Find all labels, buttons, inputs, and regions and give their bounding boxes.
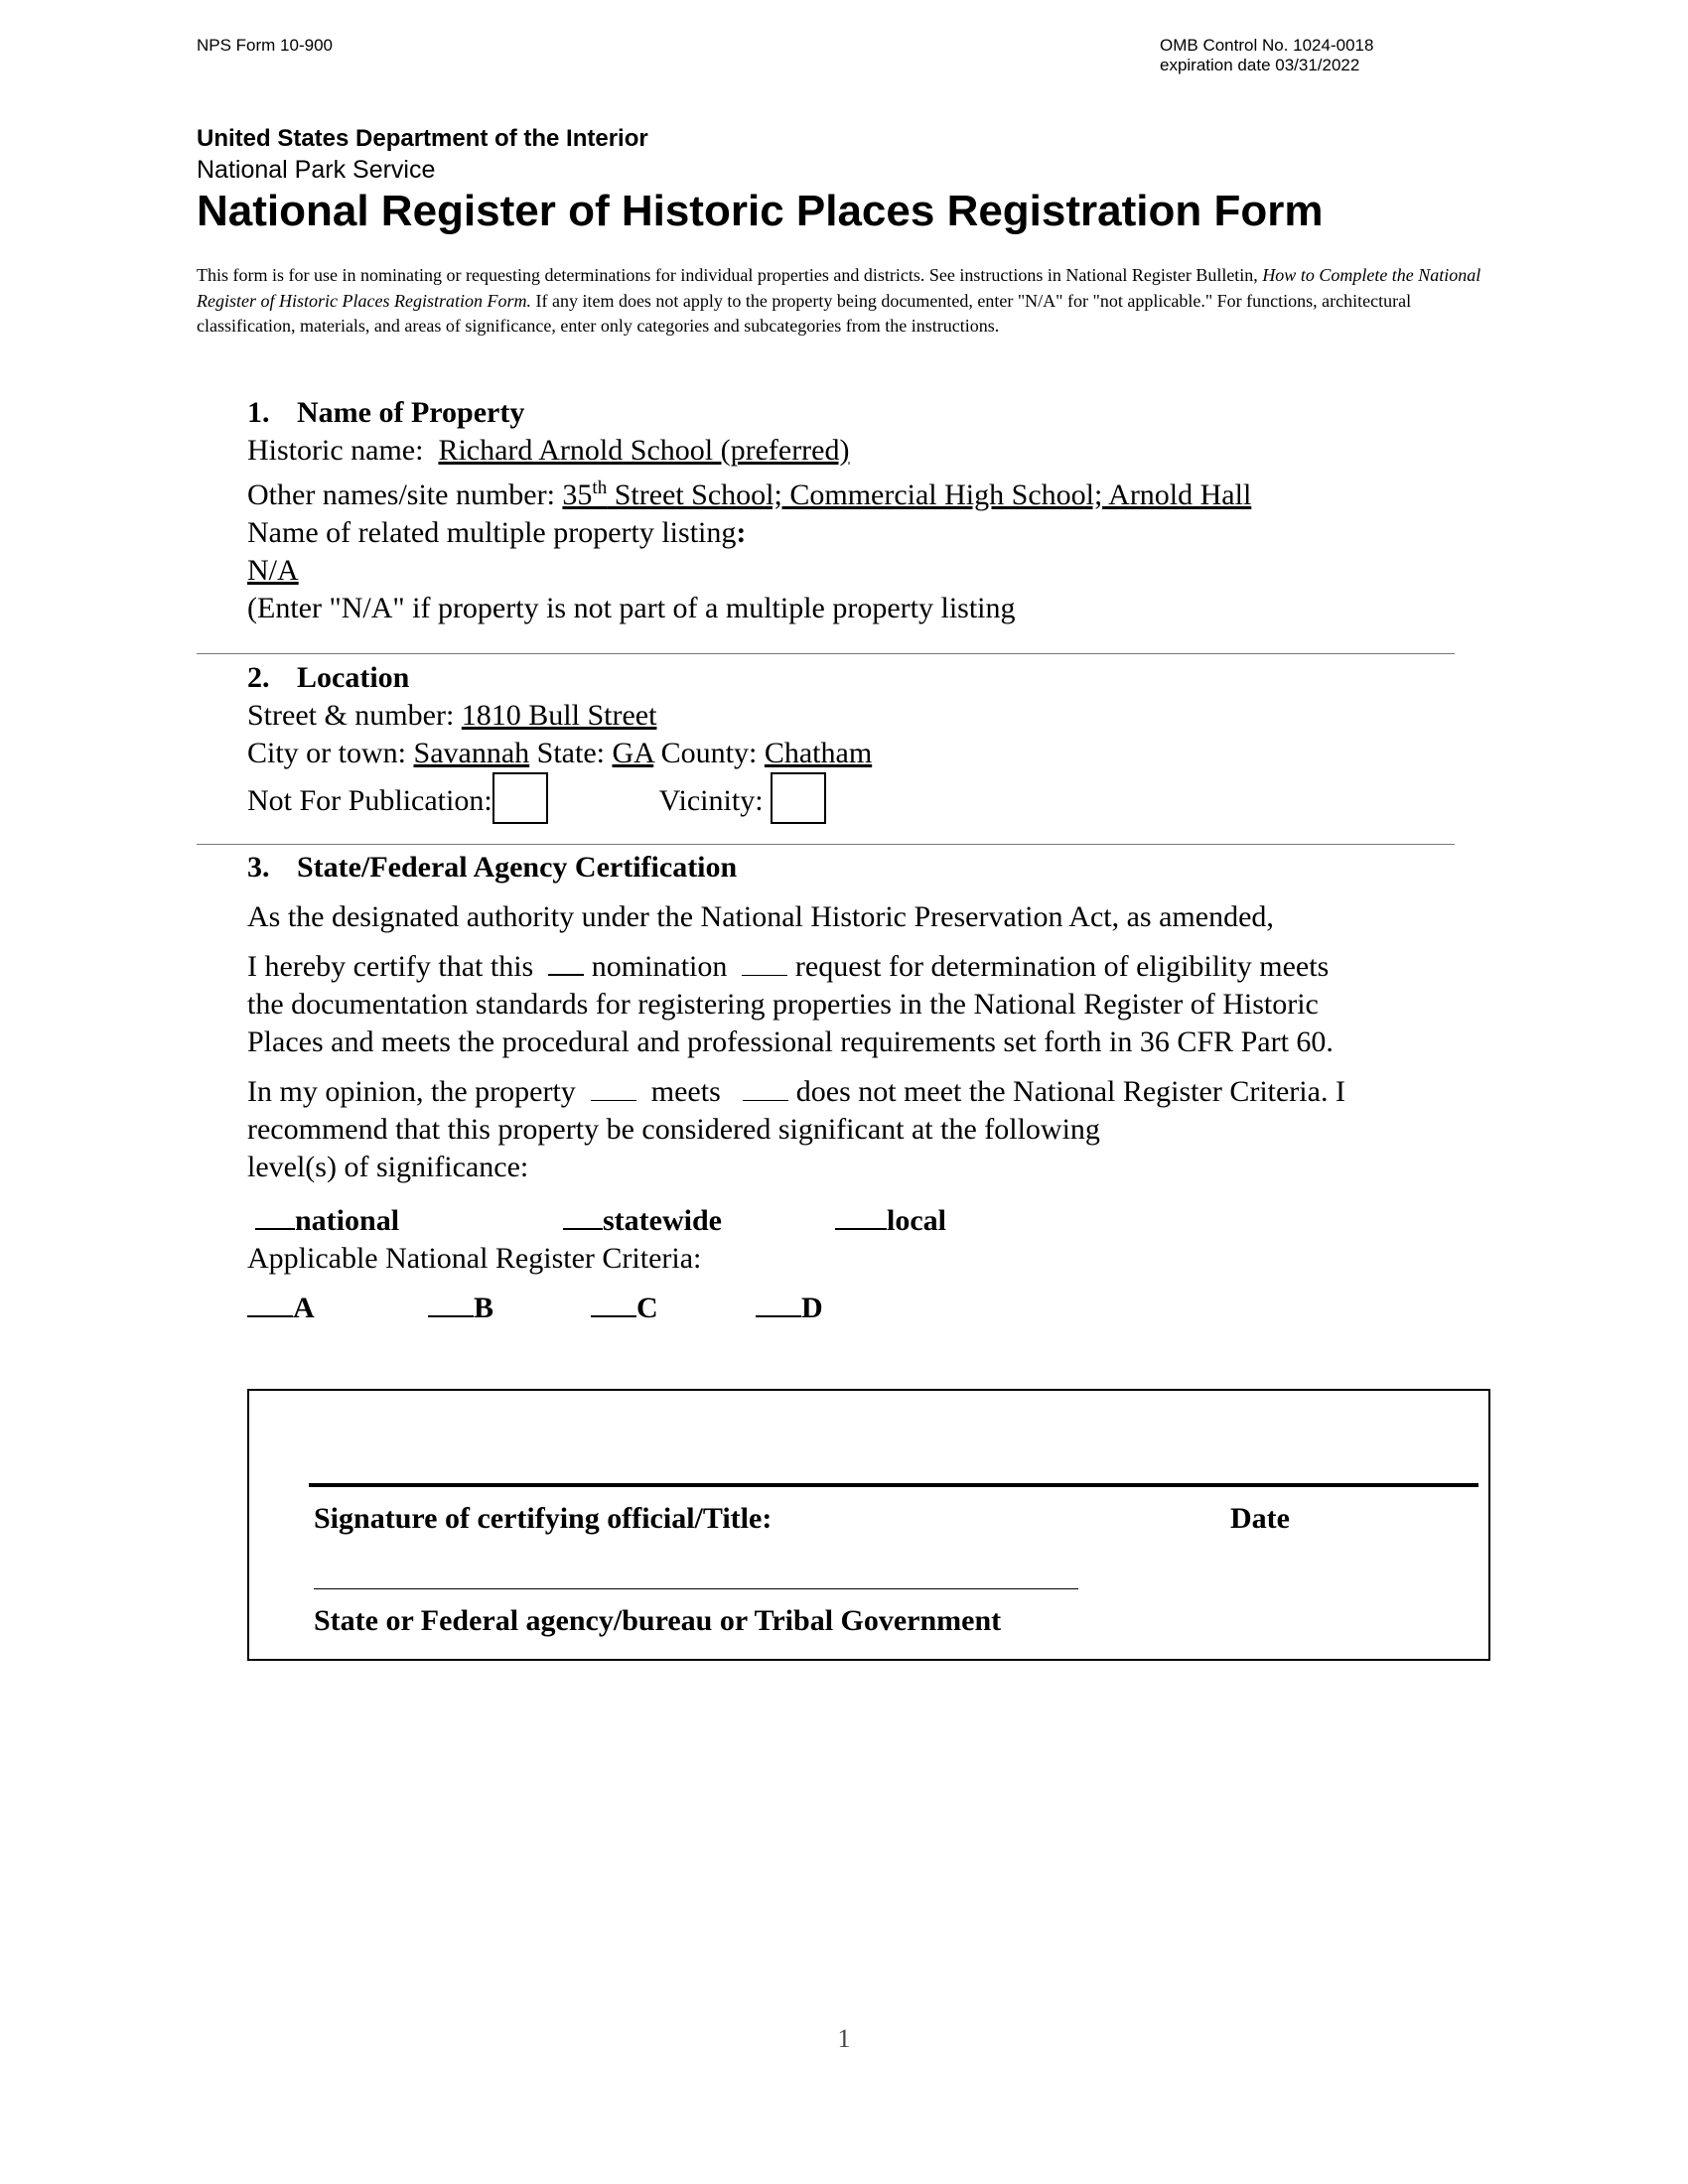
criteria-row: A B C D bbox=[247, 1290, 1498, 1327]
omb-control-number: OMB Control No. 1024-0018 bbox=[1160, 36, 1374, 55]
section-heading: 1. Name of Property bbox=[247, 396, 525, 429]
section-divider bbox=[197, 653, 1455, 654]
section-heading: 3. State/Federal Agency Certification bbox=[247, 851, 738, 884]
historic-name-row: Historic name: Richard Arnold School (preferred) bbox=[247, 434, 850, 467]
state-value[interactable]: GA bbox=[612, 737, 654, 769]
publication-row: Not For Publication: Vicinity: bbox=[247, 772, 1498, 824]
section-location bbox=[247, 659, 1498, 824]
street-value[interactable]: 1810 Bull Street bbox=[461, 699, 657, 732]
bulletin-title: How to Complete the National Register of Historic Places Registration Form. bbox=[197, 265, 1481, 311]
other-names-row: Other names/site number: 35th Street School; Commercial High School; Arnold Hall bbox=[247, 478, 1252, 511]
not-for-publication-checkbox[interactable] bbox=[492, 772, 548, 824]
city-state-county-row: City or town: Savannah State: GA County: Chatham bbox=[247, 737, 873, 769]
instructions-paragraph bbox=[197, 263, 1499, 340]
page-title: National Register of Historic Places Registration Form bbox=[197, 187, 1324, 235]
nomination-blank[interactable] bbox=[548, 950, 584, 976]
county-value[interactable]: Chatham bbox=[764, 737, 873, 769]
certify-line-1: I hereby certify that this nomination request for determination of eligibility meets bbox=[247, 950, 1330, 983]
page-number: 1 bbox=[837, 2024, 851, 2053]
form-number: NPS Form 10-900 bbox=[197, 36, 333, 55]
department-name: United States Department of the Interior bbox=[197, 125, 648, 152]
agency-line[interactable] bbox=[314, 1588, 1078, 1589]
section-name-of-property bbox=[247, 394, 1498, 627]
opinion-line-3: level(s) of significance: bbox=[247, 1151, 529, 1183]
meets-blank[interactable] bbox=[591, 1076, 636, 1101]
date-label: Date bbox=[1230, 1502, 1290, 1535]
local-blank[interactable] bbox=[835, 1204, 887, 1230]
multiple-property-value[interactable]: N/A bbox=[247, 554, 299, 587]
section-certification bbox=[247, 849, 1498, 1327]
city-value[interactable]: Savannah bbox=[413, 737, 530, 769]
signature-label: Signature of certifying official/Title: bbox=[314, 1502, 773, 1535]
authority-text: As the designated authority under the National Historic Preservation Act, as amended, bbox=[247, 900, 1274, 933]
expiration-date: expiration date 03/31/2022 bbox=[1160, 56, 1360, 74]
multiple-property-note: (Enter "N/A" if property is not part of a multiple property listing bbox=[247, 592, 1016, 624]
signature-line[interactable] bbox=[309, 1483, 1478, 1487]
instructions-text-1: This form is for use in nominating or requesting determinations for individual properties and districts. See instructions in National Register Bulletin, bbox=[197, 265, 1258, 285]
certify-line-2: the documentation standards for registering properties in the National Register of Historic bbox=[247, 988, 1319, 1021]
agency-label: State or Federal agency/bureau or Tribal Government bbox=[314, 1604, 1002, 1637]
significance-levels: national statewide local bbox=[247, 1202, 1498, 1240]
omb-block bbox=[1160, 36, 1373, 75]
service-name: National Park Service bbox=[197, 156, 436, 184]
criterion-d-blank[interactable] bbox=[756, 1292, 801, 1317]
statewide-blank[interactable] bbox=[563, 1204, 603, 1230]
section-divider bbox=[197, 844, 1455, 845]
criteria-label: Applicable National Register Criteria: bbox=[247, 1242, 702, 1275]
national-blank[interactable] bbox=[255, 1204, 295, 1230]
request-blank[interactable] bbox=[742, 951, 787, 976]
criterion-c-blank[interactable] bbox=[591, 1292, 636, 1317]
does-not-meet-blank[interactable] bbox=[743, 1076, 788, 1101]
instructions-text-2: If any item does not apply to the property being documented, enter "N/A" for "not applicable." For functions, architectural classification, materials, and areas of significance, enter only categories and subcategories from the instructions. bbox=[197, 290, 1412, 336]
criterion-b-blank[interactable] bbox=[428, 1292, 474, 1317]
vicinity-checkbox[interactable] bbox=[771, 772, 826, 824]
historic-name-value[interactable]: Richard Arnold School (preferred) bbox=[438, 434, 850, 467]
other-names-value[interactable]: 35th Street School; Commercial High School; Arnold Hall bbox=[562, 478, 1252, 511]
street-row: Street & number: 1810 Bull Street bbox=[247, 699, 657, 732]
section-heading: 2. Location bbox=[247, 661, 410, 694]
multiple-property-label: Name of related multiple property listing: bbox=[247, 516, 747, 549]
certify-line-3: Places and meets the procedural and professional requirements set forth in 36 CFR Part 60. bbox=[247, 1025, 1334, 1058]
opinion-line-1: In my opinion, the property meets does not meet the National Register Criteria. I bbox=[247, 1075, 1345, 1108]
criterion-a-blank[interactable] bbox=[247, 1292, 293, 1317]
opinion-line-2: recommend that this property be considered significant at the following bbox=[247, 1113, 1100, 1146]
signature-box bbox=[247, 1389, 1490, 1661]
